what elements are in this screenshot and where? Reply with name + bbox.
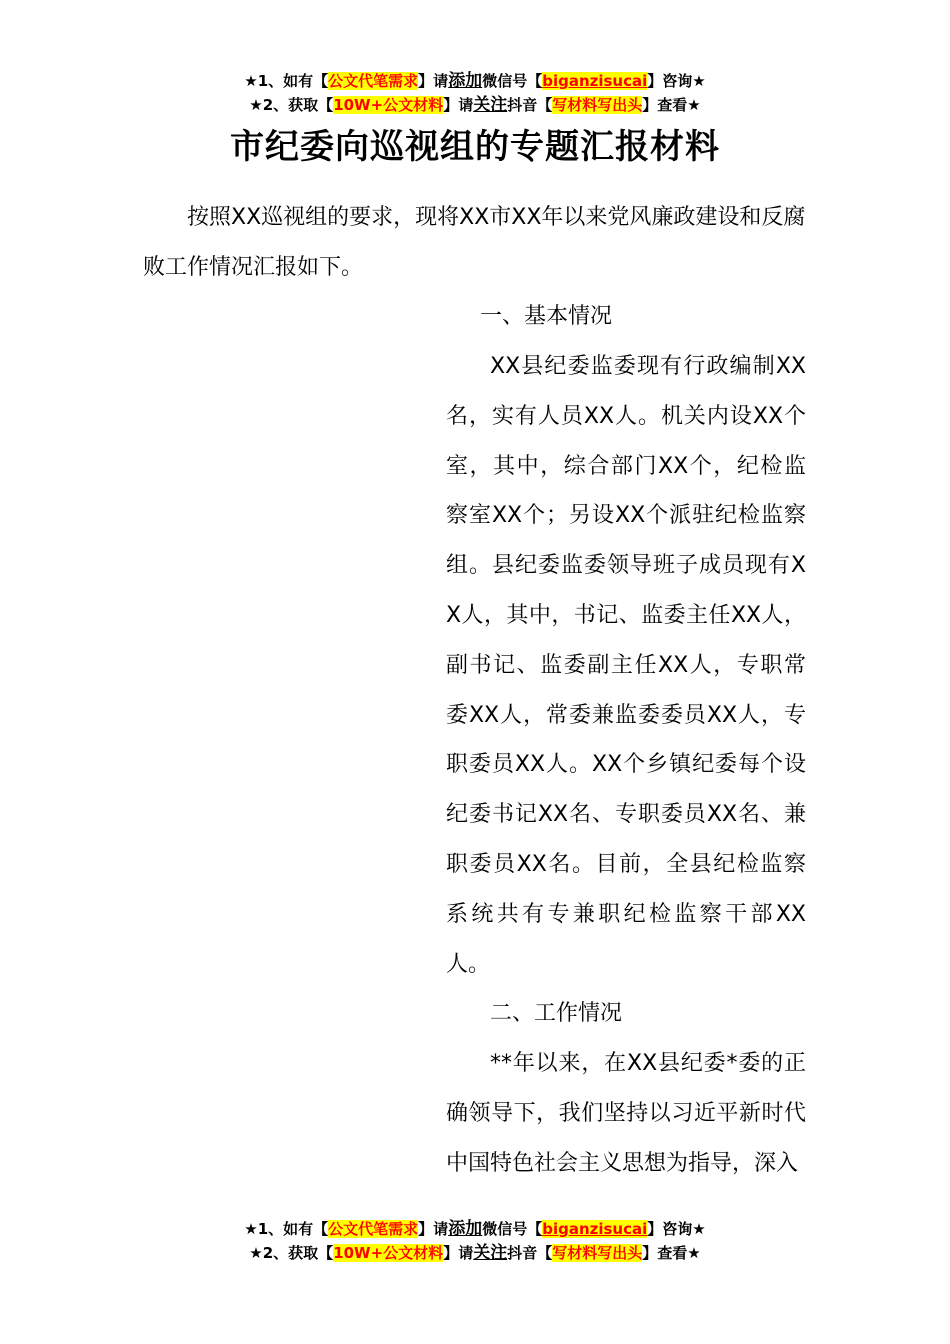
promo-highlight: 10W+公文材料 <box>333 1244 444 1262</box>
promo-emphasis: 关注 <box>473 95 508 115</box>
promo-prefix: ★1、如有【 <box>244 72 329 90</box>
promo-highlight: 10W+公文材料 <box>333 96 444 114</box>
promo-prefix: ★1、如有【 <box>244 1220 329 1238</box>
promo-emphasis: 关注 <box>473 1243 508 1263</box>
promo-highlight: 公文代笔需求 <box>328 72 419 90</box>
section-body-work: **年以来，在XX县纪委*委的正确领导下，我们坚持以习近平新时代中国特色社会主义思想为指导，深入 <box>446 1051 806 1176</box>
wechat-id-link[interactable]: biganzisucai <box>542 72 648 90</box>
wechat-id-link[interactable]: biganzisucai <box>542 1220 648 1238</box>
douyin-account-link[interactable]: 写材料写出头 <box>552 96 643 114</box>
intro-paragraph: 按照XX巡视组的要求，现将XX市XX年以来党风廉政建设和反腐败工作情况汇报如下。 <box>143 205 806 280</box>
promo-text: 抖音【 <box>507 96 553 114</box>
promo-suffix: 】咨询★ <box>647 1220 706 1238</box>
promo-text: 】请 <box>443 96 474 114</box>
header-promo-line-1 <box>0 70 950 92</box>
document-title: 市纪委向巡视组的专题汇报材料 <box>230 127 720 167</box>
promo-text: 】请 <box>443 1244 474 1262</box>
promo-suffix: 】查看★ <box>642 1244 701 1262</box>
header-promo-line-2 <box>0 94 950 116</box>
promo-text: 微信号【 <box>482 72 543 90</box>
douyin-account-link[interactable]: 写材料写出头 <box>552 1244 643 1262</box>
promo-emphasis: 添加 <box>448 1219 483 1239</box>
footer-promo-line-2 <box>0 1242 950 1264</box>
promo-text: 】请 <box>418 72 449 90</box>
promo-prefix: ★2、获取【 <box>249 96 334 114</box>
promo-emphasis: 添加 <box>448 71 483 91</box>
promo-text: 】请 <box>418 1220 449 1238</box>
footer-promo-line-1 <box>0 1218 950 1240</box>
promo-text: 抖音【 <box>507 1244 553 1262</box>
promo-suffix: 】咨询★ <box>647 72 706 90</box>
section-heading-basic: 一、基本情况 <box>480 304 613 329</box>
promo-suffix: 】查看★ <box>642 96 701 114</box>
section-body-basic: XX县纪委监委现有行政编制XX名，实有人员XX人。机关内设XX个室，其中，综合部门XX个，纪检监察室XX个；另设XX个派驻纪检监察组。县纪委监委领导班子成员现有XX人，其中，书记、监委主任XX人，副书记、监委副主任XX人，专职常委XX人，常委兼监委委员XX人，专职委员XX人。XX个乡镇纪委每个设纪委书记XX名、专职委员XX名、兼职委员XX名。目前，全县纪检监察系统共有专兼职纪检监察干部XX人。 <box>446 354 806 977</box>
promo-prefix: ★2、获取【 <box>249 1244 334 1262</box>
promo-highlight: 公文代笔需求 <box>328 1220 419 1238</box>
section-heading-work: 二、工作情况 <box>490 1001 623 1026</box>
promo-text: 微信号【 <box>482 1220 543 1238</box>
